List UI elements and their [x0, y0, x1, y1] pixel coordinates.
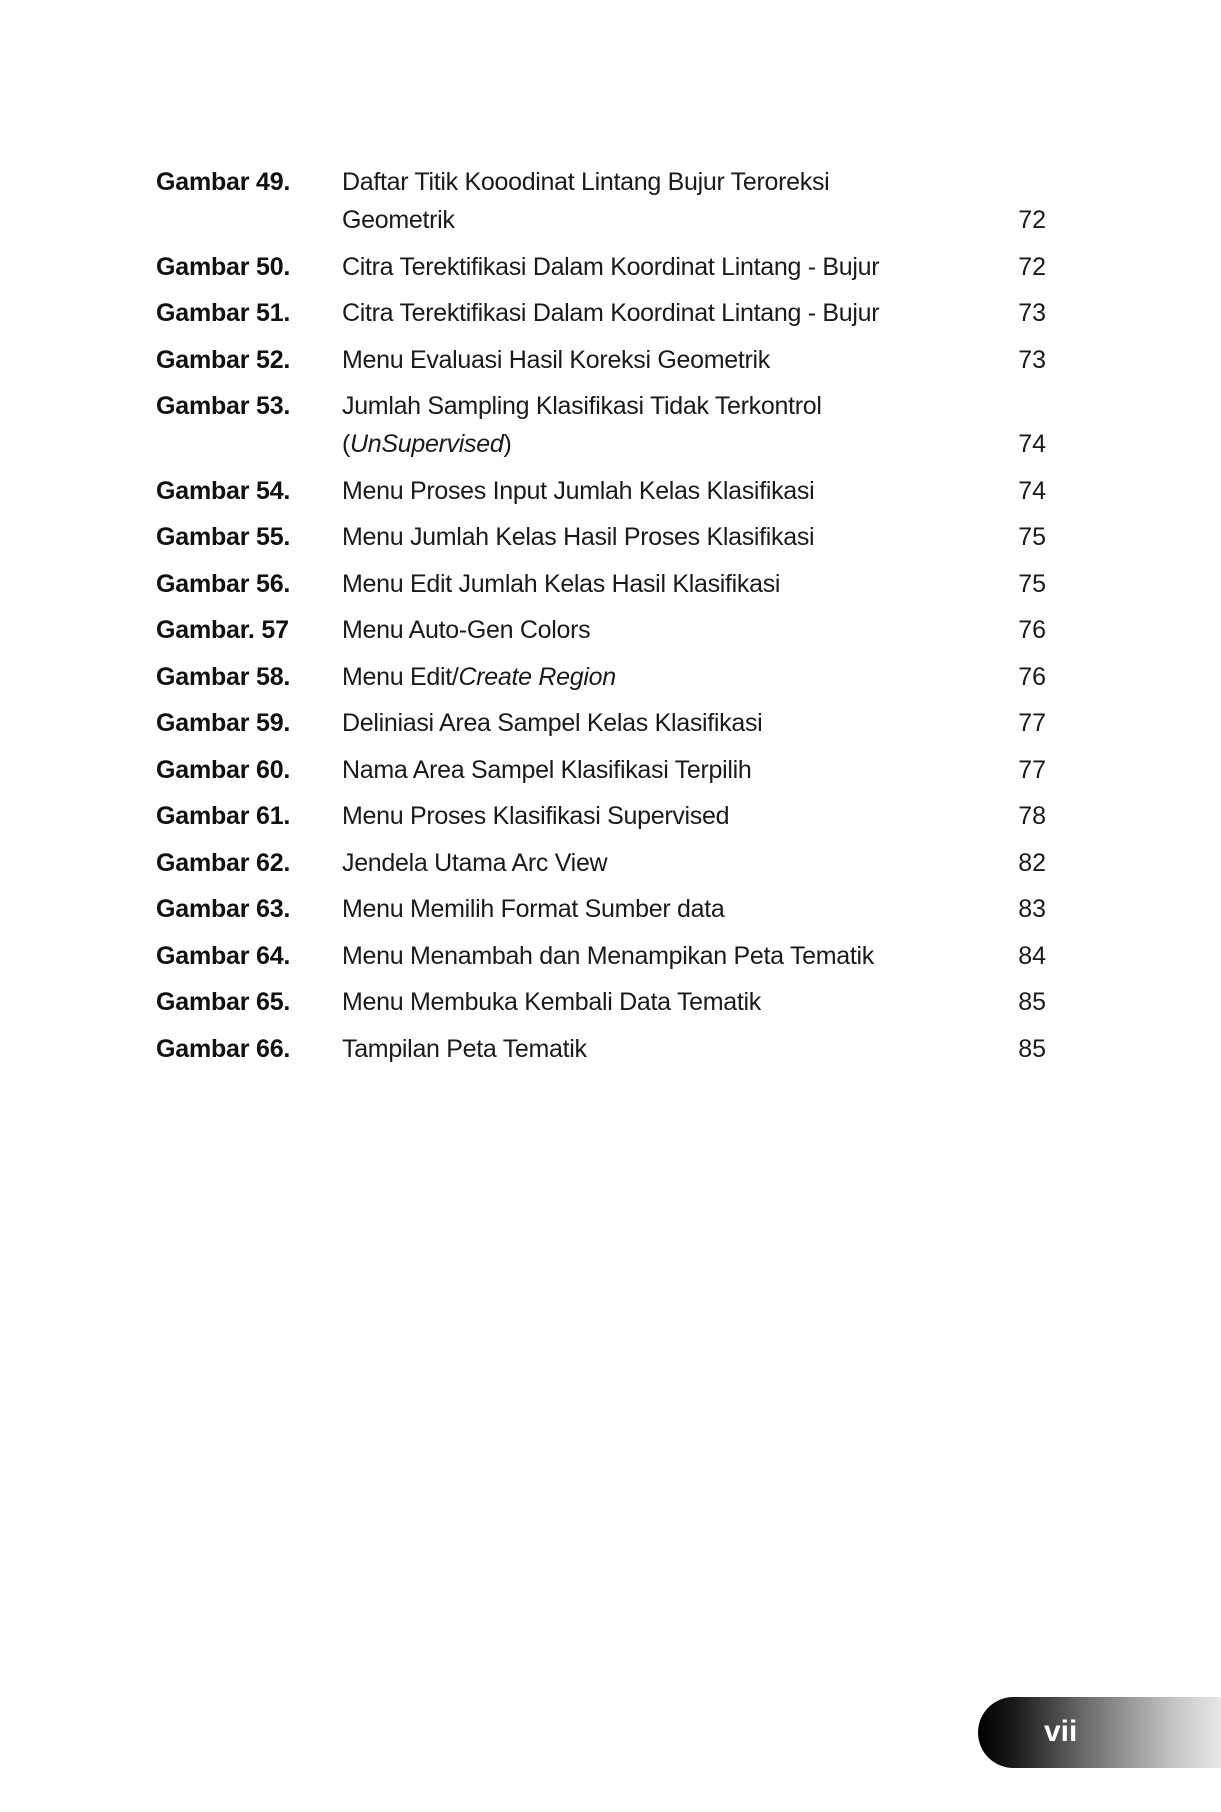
- figure-title: [342, 341, 986, 379]
- figure-title-line: Geometrik: [342, 206, 455, 234]
- figure-label: Gambar 62.: [156, 848, 291, 877]
- page-number: 76: [1018, 662, 1046, 691]
- page-number: 83: [1018, 895, 1046, 923]
- figure-title: [342, 565, 986, 603]
- page-number: 73: [1018, 299, 1046, 327]
- figure-label: Gambar 58.: [156, 662, 291, 691]
- toc-entry: [156, 890, 1046, 928]
- figure-title: [342, 658, 986, 696]
- page-number: 85: [1018, 1034, 1046, 1063]
- figure-title: [342, 163, 986, 239]
- figure-title-line: Menu Auto-Gen Colors: [342, 616, 591, 644]
- figure-title-line: Menu Proses Klasifikasi Supervised: [342, 802, 730, 830]
- figure-title: [342, 472, 986, 510]
- figure-title: [342, 844, 986, 882]
- figure-title: [342, 890, 986, 928]
- toc-entry: [156, 565, 1046, 603]
- figure-title-line: Menu Proses Input Jumlah Kelas Klasifikasi: [342, 476, 815, 505]
- page-number: 73: [1018, 345, 1046, 374]
- figure-title-italic: UnSupervised: [350, 430, 504, 458]
- table-of-figures: [156, 163, 1046, 1076]
- figure-title: [342, 248, 986, 286]
- figure-title-line: [342, 425, 986, 463]
- figure-title: [342, 1030, 986, 1068]
- figure-title-line: Menu Edit Jumlah Kelas Hasil Klasifikasi: [342, 569, 781, 598]
- figure-label: Gambar 56.: [156, 569, 291, 598]
- figure-title-line: Menu Menambah dan Menampikan Peta Tematik: [342, 941, 874, 970]
- figure-title-line: Nama Area Sampel Klasifikasi Terpilih: [342, 755, 752, 784]
- figure-title-line: Menu Membuka Kembali Data Tematik: [342, 988, 761, 1016]
- figure-title-line: [342, 658, 986, 696]
- figure-title: [342, 518, 986, 556]
- page-number: 74: [1018, 476, 1046, 505]
- page-number: 72: [1018, 206, 1046, 234]
- paren-open: (: [342, 430, 351, 458]
- figure-label: Gambar 59.: [156, 709, 291, 737]
- figure-label: Gambar 64.: [156, 941, 291, 970]
- page-number: 77: [1018, 709, 1046, 737]
- figure-label: Gambar 54.: [156, 476, 291, 505]
- figure-title: [342, 387, 986, 463]
- toc-entry: [156, 518, 1046, 556]
- figure-title-line: Jumlah Sampling Klasifikasi Tidak Terkontrol: [342, 392, 822, 420]
- paren-close: ): [503, 430, 512, 458]
- toc-entry: [156, 844, 1046, 882]
- figure-title-italic: Create Region: [458, 662, 616, 691]
- figure-label: Gambar 63.: [156, 895, 291, 923]
- toc-entry: [156, 983, 1046, 1021]
- page-number: 76: [1018, 616, 1046, 644]
- page-number: 84: [1018, 941, 1046, 970]
- toc-entry: [156, 1030, 1046, 1068]
- figure-label: Gambar 49.: [156, 168, 291, 196]
- figure-label: Gambar 60.: [156, 755, 291, 784]
- toc-entry: [156, 341, 1046, 379]
- figure-title-line: Menu Evaluasi Hasil Koreksi Geometrik: [342, 345, 770, 374]
- toc-entry: [156, 248, 1046, 286]
- page-number: 75: [1018, 569, 1046, 598]
- figure-title: [342, 983, 986, 1021]
- figure-label: Gambar 61.: [156, 802, 291, 830]
- toc-entry: [156, 472, 1046, 510]
- figure-label: Gambar 55.: [156, 523, 291, 551]
- toc-entry: [156, 704, 1046, 742]
- figure-title-line: Menu Jumlah Kelas Hasil Proses Klasifikasi: [342, 523, 815, 551]
- folio-page-number: vii: [1044, 1715, 1078, 1748]
- page-number: 75: [1018, 523, 1046, 551]
- toc-entry: [156, 751, 1046, 789]
- toc-entry: [156, 797, 1046, 835]
- figure-label: Gambar. 57: [156, 616, 289, 644]
- figure-title: [342, 751, 986, 789]
- page-number: 77: [1018, 755, 1046, 784]
- figure-title: [342, 294, 986, 332]
- page-number: 72: [1018, 252, 1046, 281]
- figure-title-line: Menu Memilih Format Sumber data: [342, 895, 725, 923]
- toc-entry: [156, 611, 1046, 649]
- figure-label: Gambar 51.: [156, 299, 291, 327]
- figure-title-line: Daftar Titik Kooodinat Lintang Bujur Teroreksi: [342, 168, 830, 196]
- toc-entry: [156, 937, 1046, 975]
- toc-entry: [156, 163, 1046, 239]
- figure-title-line: Citra Terektifikasi Dalam Koordinat Lintang - Bujur: [342, 299, 880, 327]
- figure-label: Gambar 65.: [156, 988, 291, 1016]
- figure-title: [342, 704, 986, 742]
- figure-label: Gambar 53.: [156, 392, 291, 420]
- figure-title: [342, 797, 986, 835]
- figure-title-line: Tampilan Peta Tematik: [342, 1034, 587, 1063]
- figure-label: Gambar 52.: [156, 345, 291, 374]
- figure-title: [342, 937, 986, 975]
- page-number: 85: [1018, 988, 1046, 1016]
- page-number: 74: [1018, 430, 1046, 458]
- figure-title-line: Deliniasi Area Sampel Kelas Klasifikasi: [342, 709, 763, 737]
- toc-entry: [156, 658, 1046, 696]
- page-number: 82: [1018, 848, 1046, 877]
- figure-title-line: Jendela Utama Arc View: [342, 848, 608, 877]
- figure-label: Gambar 50.: [156, 252, 291, 281]
- figure-title-plain: Menu Edit/: [342, 662, 459, 691]
- figure-label: Gambar 66.: [156, 1034, 291, 1063]
- page-number: 78: [1018, 802, 1046, 830]
- toc-entry: [156, 387, 1046, 463]
- page-number-tab: [978, 1697, 1221, 1768]
- toc-entry: [156, 294, 1046, 332]
- figure-title-line: Citra Terektifikasi Dalam Koordinat Lintang - Bujur: [342, 252, 880, 281]
- figure-title: [342, 611, 986, 649]
